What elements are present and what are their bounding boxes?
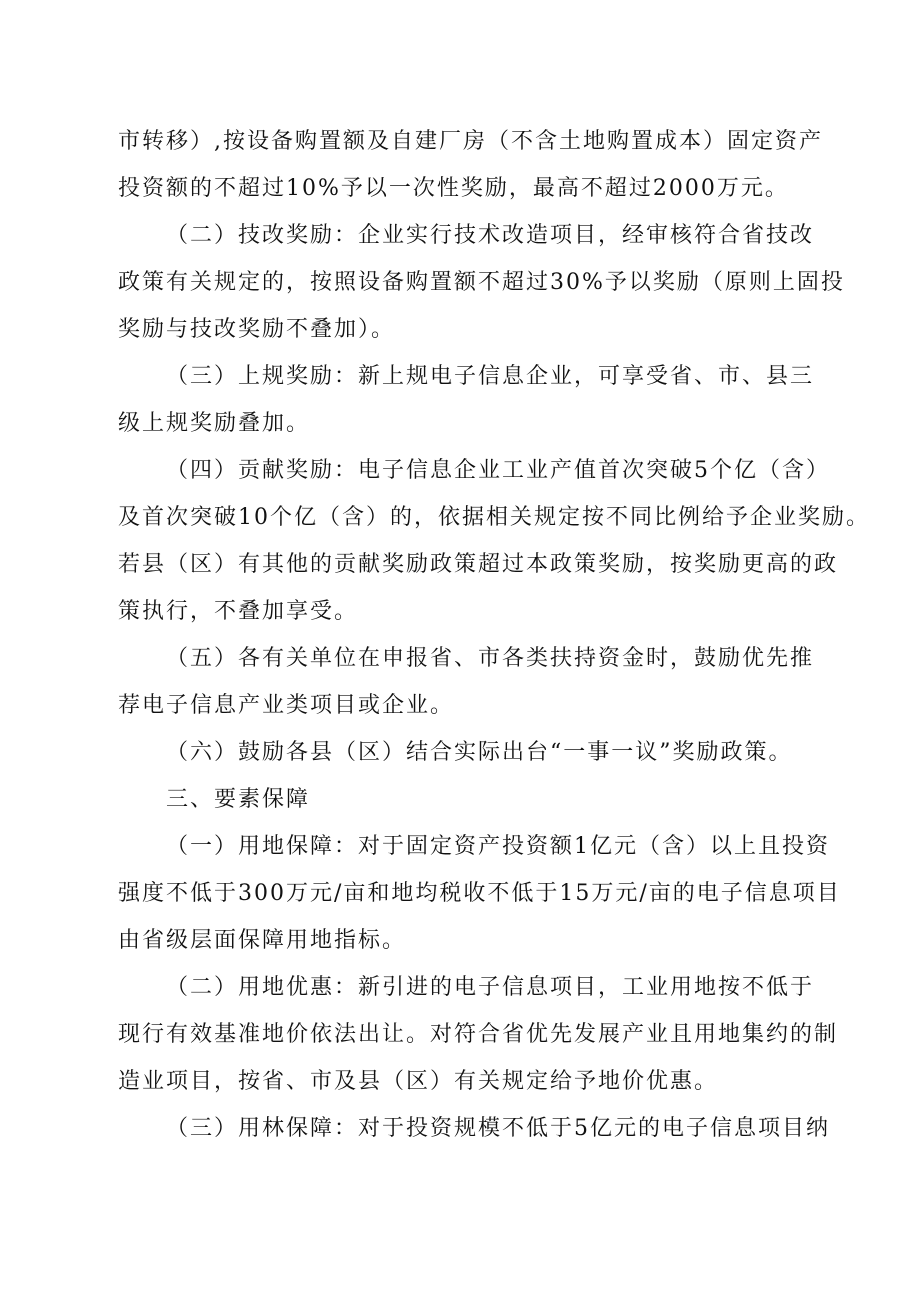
text-line: 荐电子信息产业类项目或企业。 [118,693,455,718]
text-line: 级上规奖励叠加。 [118,411,311,436]
text-line: 及首次突破10个亿（含）的，依据相关规定按不同比例给予企业奖励。 [118,505,870,530]
paragraph-forest-land-guarantee [118,1105,830,1152]
text-line: 奖励与技改奖励不叠加）。 [118,317,396,342]
paragraph-contribution-reward [118,447,870,635]
text-line: 造业项目，按省、市及县（区）有关规定给予地价优惠。 [118,1069,719,1094]
paragraph-funding-priority [118,635,815,729]
text-line: 策执行，不叠加享受。 [118,599,359,624]
text-line: 由省级层面保障用地指标。 [118,928,407,953]
text-line: （五）各有关单位在申报省、市各类扶持资金时，鼓励优先推 [166,646,815,671]
text-line: （三）上规奖励：新上规电子信息企业，可享受省、市、县三 [166,364,815,389]
text-line: 强度不低于300万元/亩和地均税收不低于15万元/亩的电子信息项目 [118,881,841,906]
text-line: 政策有关规定的，按照设备购置额不超过30%予以奖励（原则上固投 [118,270,845,295]
text-line: 投资额的不超过10%予以一次性奖励，最高不超过2000万元。 [118,176,789,201]
text-line: 若县（区）有其他的贡献奖励政策超过本政策奖励，按奖励更高的政 [118,552,839,577]
text-line: （一）用地保障：对于固定资产投资额1亿元（含）以上且投资 [166,834,830,859]
text-line: 现行有效基准地价依法出让。对符合省优先发展产业且用地集约的制 [118,1022,839,1047]
text-line: （二）用地优惠：新引进的电子信息项目，工业用地按不低于 [166,975,815,1000]
paragraph-land-discount [118,964,839,1105]
section-heading-factor-guarantee [118,776,810,823]
text-line: （三）用林保障：对于投资规模不低于5亿元的电子信息项目纳 [166,1116,830,1141]
paragraph-case-by-case-policy [118,729,810,776]
paragraph-land-guarantee [118,823,841,964]
paragraph-fixed-asset-reward-continued [118,118,823,212]
paragraph-scale-up-reward [118,353,815,447]
text-line: （四）贡献奖励：电子信息企业工业产值首次突破5个亿（含） [166,458,830,483]
text-line: （六）鼓励各县（区）结合实际出台“一事一议”奖励政策。 [166,740,793,765]
text-line: 市转移）,按设备购置额及自建厂房（不含土地购置成本）固定资产 [118,129,823,154]
section-heading-text: 三、要素保障 [166,787,311,812]
text-line: （二）技改奖励：企业实行技术改造项目，经审核符合省技改 [166,223,815,248]
paragraph-tech-upgrade-reward [118,212,845,353]
document-body [118,118,870,1152]
